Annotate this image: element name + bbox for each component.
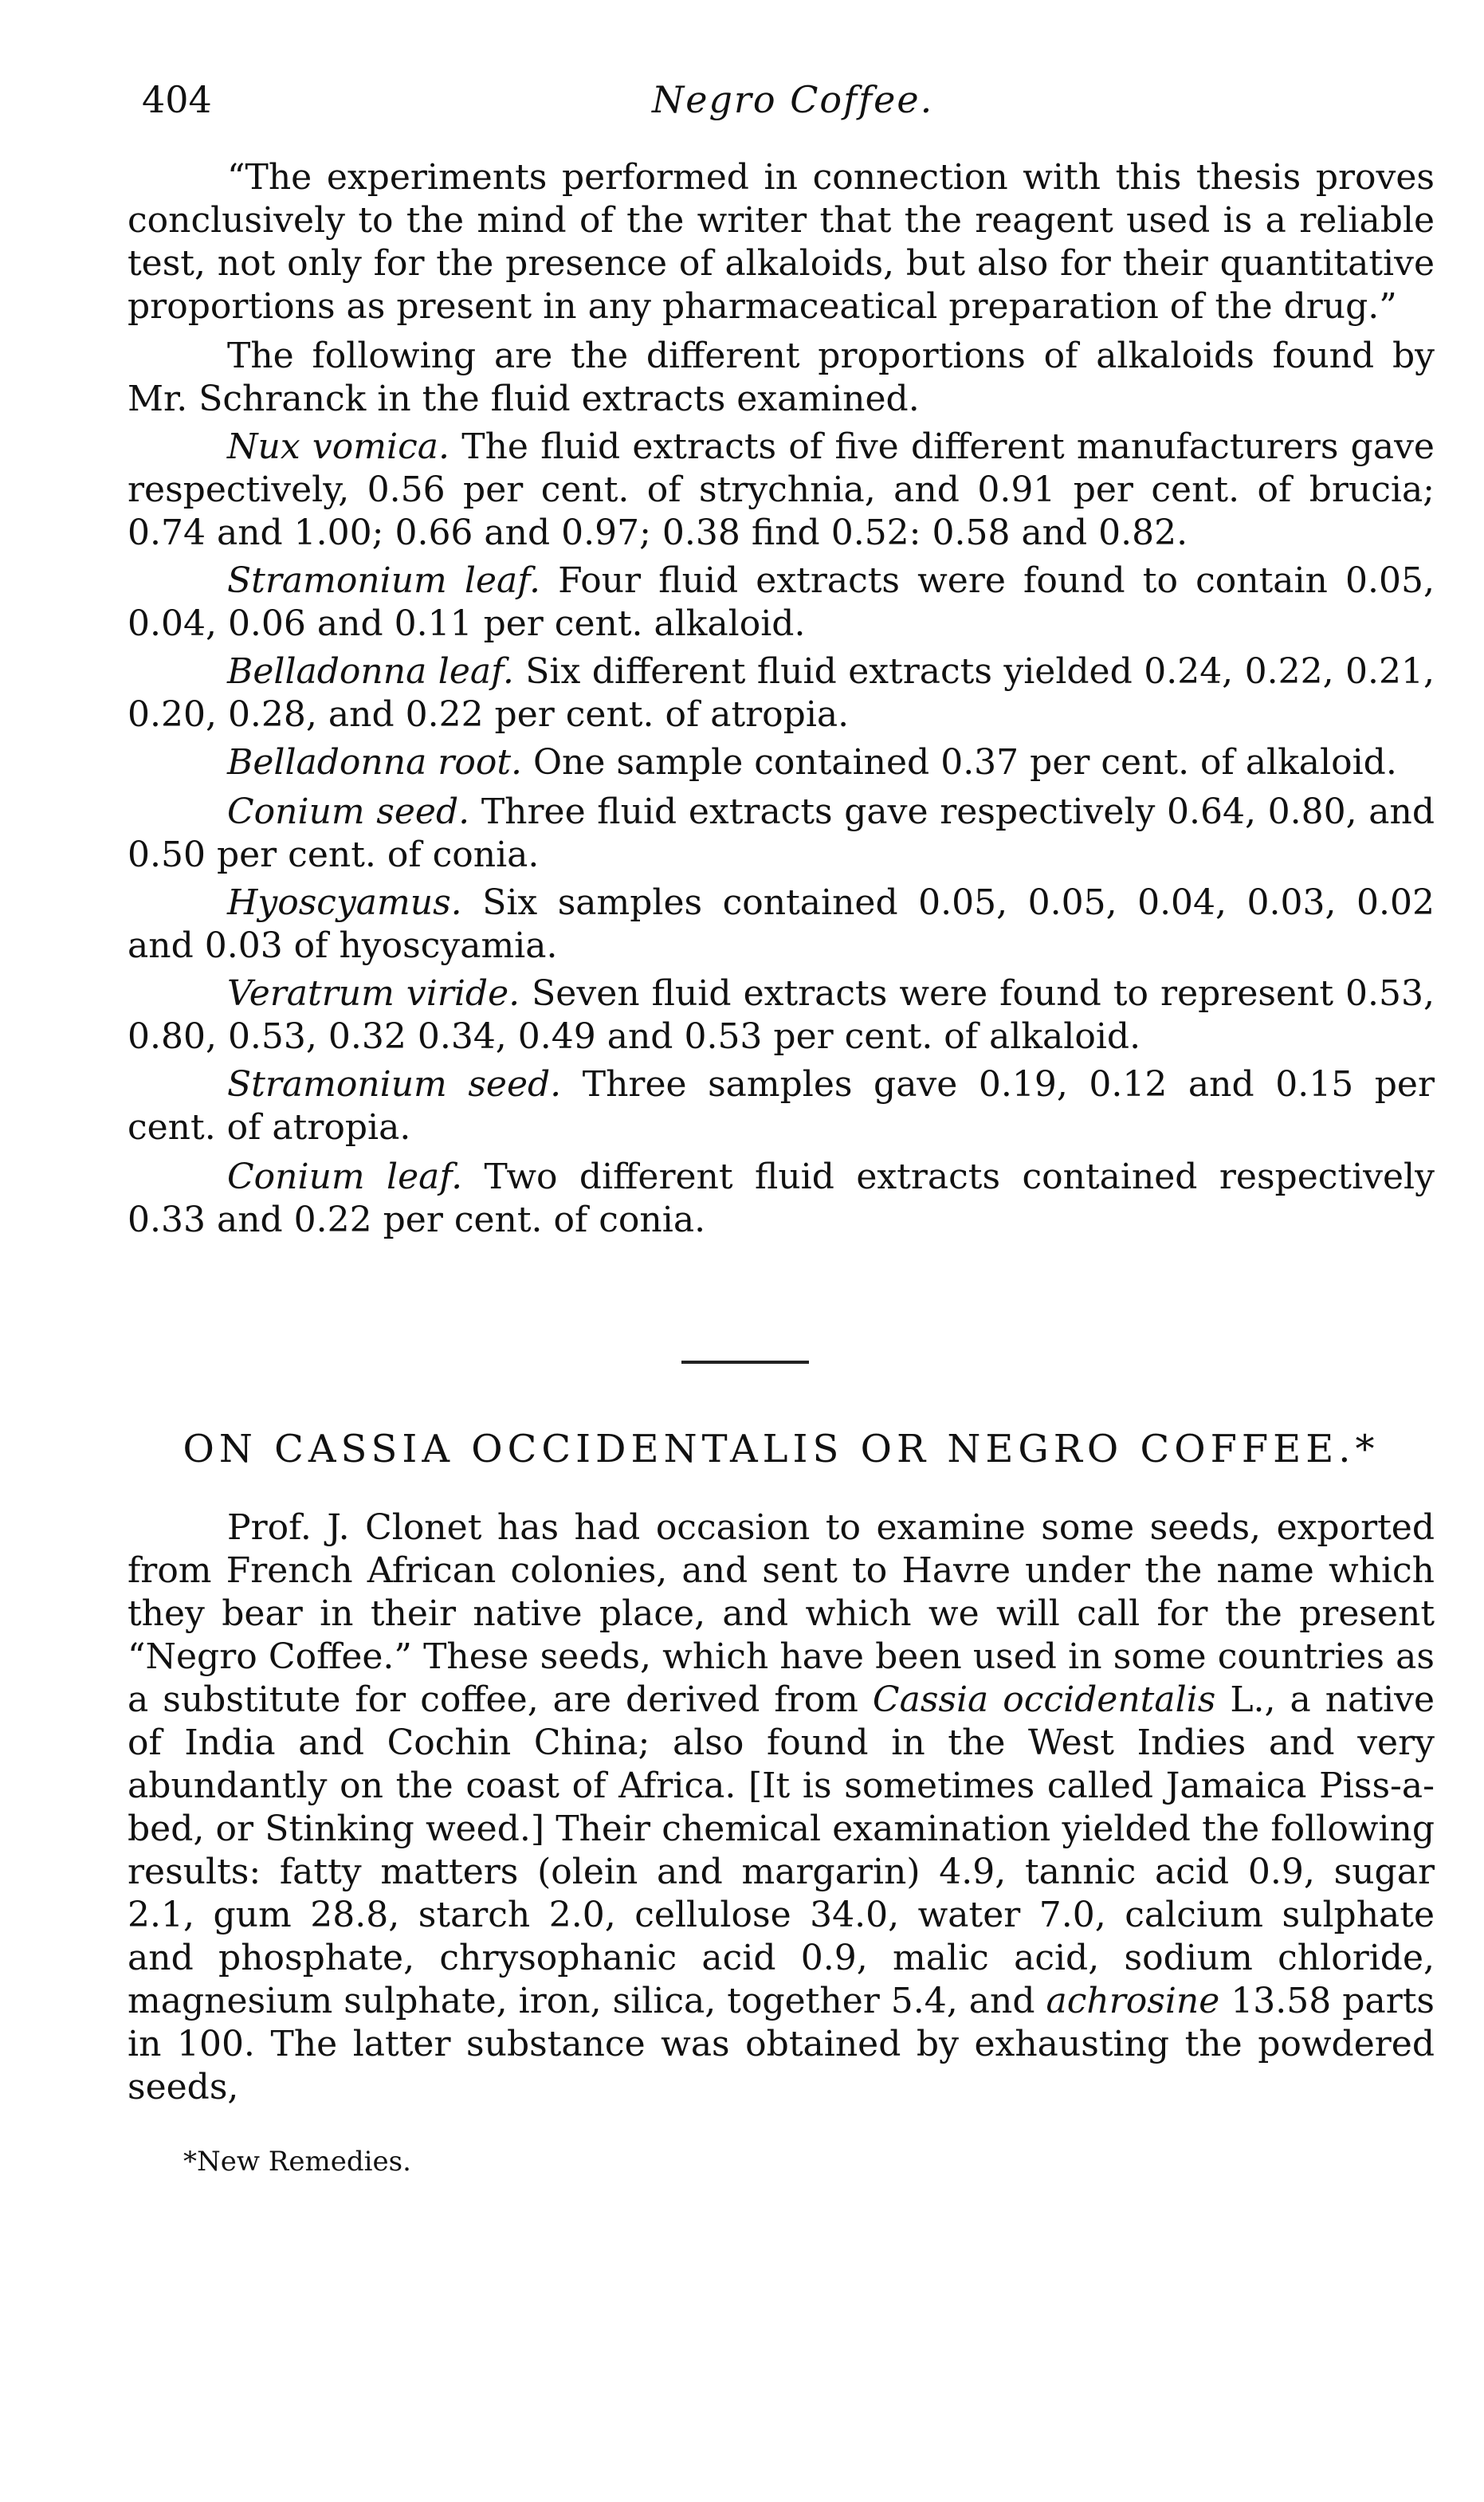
article-text-part-3: 13.58 parts in 100. The latter substance was obtained by exhausting the powdered seeds, bbox=[128, 1981, 1435, 2107]
running-title: Negro Coffee. bbox=[652, 78, 934, 121]
substance-name: achrosine bbox=[1046, 1981, 1220, 2021]
entry-name: Stramonium leaf. bbox=[227, 560, 540, 601]
page-header bbox=[142, 78, 1433, 134]
article-text-part-1: Prof. J. Clonet has had occasion to examine some seeds, exported from French African colonies, and sent to Havre under the name which they bear in their native place, and which we will call for the present “Negro Coffee.” These seeds, which have been used in some countries as a substitute for coffee, are derived from bbox=[128, 1507, 1435, 1720]
section-divider bbox=[681, 1361, 809, 1364]
entry-name: Conium seed. bbox=[227, 791, 470, 832]
entry-name: Conium leaf. bbox=[227, 1157, 463, 1197]
entry-name: Veratrum viride. bbox=[227, 973, 520, 1014]
top-section bbox=[128, 156, 1435, 1247]
entry-text: Four fluid extracts were found to contain 0.05, 0.04, 0.06 and 0.11 per cent. alkaloid. bbox=[128, 560, 1435, 644]
entry-veratrum-viride bbox=[128, 972, 1435, 1059]
entry-text: Seven fluid extracts were found to represent 0.53, 0.80, 0.53, 0.32 0.34, 0.49 and 0.53 per cent. of alkaloid. bbox=[128, 973, 1435, 1057]
entry-name: Nux vomica. bbox=[227, 426, 450, 467]
article-body bbox=[128, 1506, 1435, 2114]
intro-paragraph: The following are the different proportions of alkaloids found by Mr. Schranck in the fluid extracts examined. bbox=[128, 336, 1435, 419]
entry-belladonna-root bbox=[128, 741, 1435, 784]
entry-hyoscyamus bbox=[128, 882, 1435, 968]
entry-conium-leaf bbox=[128, 1156, 1435, 1242]
entry-text: Three samples gave 0.19, 0.12 and 0.15 per cent. of atropia. bbox=[128, 1064, 1435, 1148]
entry-belladonna-leaf bbox=[128, 650, 1435, 736]
species-name: Cassia occidentalis bbox=[872, 1679, 1216, 1720]
entry-text: Six samples contained 0.05, 0.05, 0.04, 0.03, 0.02 and 0.03 of hyoscyamia. bbox=[128, 882, 1435, 966]
entry-name: Hyoscyamus. bbox=[227, 882, 462, 923]
entry-stramonium-leaf bbox=[128, 560, 1435, 646]
entry-name: Stramonium seed. bbox=[227, 1064, 562, 1105]
entry-text: The fluid extracts of five different manufacturers gave respectively, 0.56 per cent. of strychnia, and 0.91 per cent. of brucia; 0.74 and 1.00; 0.66 and 0.97; 0.38 find 0.52: 0.58 and 0.82. bbox=[128, 426, 1435, 553]
footnote: *New Remedies. bbox=[183, 2146, 411, 2178]
entry-text: Two different fluid extracts contained respectively 0.33 and 0.22 per cent. of conia. bbox=[128, 1157, 1435, 1240]
entry-conium-seed bbox=[128, 791, 1435, 877]
entry-nux-vomica bbox=[128, 426, 1435, 555]
entry-stramonium-seed bbox=[128, 1063, 1435, 1149]
article-text-part-2: L., a native of India and Cochin China; also found in the West Indies and very abundantly on the coast of Africa. [It is sometimes called Jamaica Piss-a-bed, or Stinking weed.] Their chemical examination yielded the following results: fatty matters (olein and margarin) 4.9, tannic acid 0.9, sugar 2.1, gum 28.8, starch 2.0, cellulose 34.0, water 7.0, calcium sulphate and phosphate, chrysophanic acid 0.9, malic acid, sodium chloride, magnesium sulphate, iron, silica, together 5.4, and bbox=[128, 1679, 1435, 2021]
entry-text: Six different fluid extracts yielded 0.24, 0.22, 0.21, 0.20, 0.28, and 0.22 per cent. of atropia. bbox=[128, 651, 1435, 735]
entry-text: One sample contained 0.37 per cent. of alkaloid. bbox=[532, 742, 1397, 783]
entry-name: Belladonna root. bbox=[227, 742, 522, 783]
article-title: ON CASSIA OCCIDENTALIS OR NEGRO COFFEE.* bbox=[183, 1427, 1380, 1471]
entry-text: Three fluid extracts gave respectively 0.64, 0.80, and 0.50 per cent. of conia. bbox=[128, 791, 1435, 875]
quote-paragraph: “The experiments performed in connection with this thesis proves conclusively to the mind of the writer that the reagent used is a reliable test, not only for the presence of alkaloids, but also for their quantitative proportions as present in any pharmaceatical preparation of the drug.” bbox=[128, 157, 1435, 327]
page-number: 404 bbox=[142, 78, 212, 121]
entry-name: Belladonna leaf. bbox=[227, 651, 514, 692]
article-paragraph bbox=[128, 1506, 1435, 2109]
